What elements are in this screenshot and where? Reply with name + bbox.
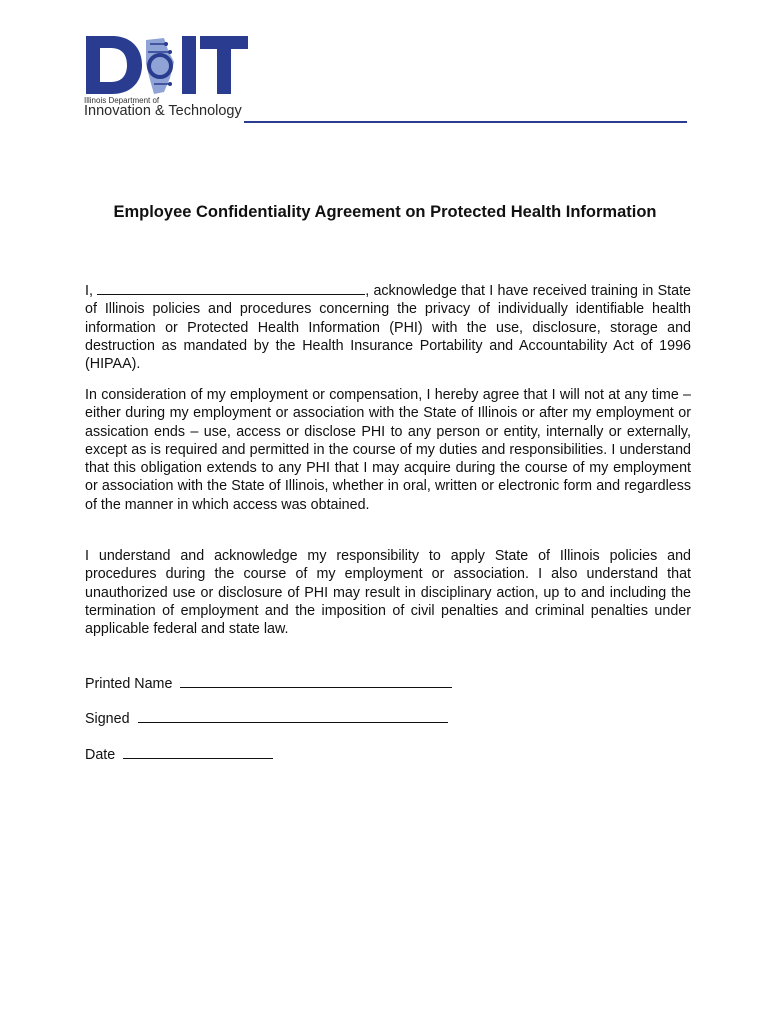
printed-name-field[interactable] (180, 674, 452, 688)
paragraph-text: , acknowledge that I have received training in State of Illinois policies and procedures concerning the privacy of individually identifiable health information or Protected Health Information (PHI) with the use, disclosure, storage and destruction as mandated by the Health Insurance Portability and Accountability Act of 1996 (HIPAA). (85, 283, 691, 373)
paragraph-prefix: I, (85, 283, 93, 299)
logo-subtitle: Innovation & Technology (84, 103, 242, 119)
header-divider (244, 121, 687, 123)
printed-name-label: Printed Name (85, 676, 173, 692)
signature-field[interactable] (138, 709, 448, 723)
ilodit-logo (84, 34, 254, 120)
paragraph-acknowledgement (85, 281, 691, 373)
document-title: Employee Confidentiality Agreement on Protected Health Information (113, 203, 657, 221)
signed-row (85, 709, 448, 727)
date-field[interactable] (123, 745, 273, 759)
printed-name-row (85, 674, 452, 692)
circuit-icon (146, 38, 174, 94)
date-label: Date (85, 747, 116, 763)
signed-label: Signed (85, 711, 130, 727)
paragraph-consideration: In consideration of my employment or compensation, I hereby agree that I will not at any time – either during my employment or association with the State of Illinois or after my employment or assication ends – use, access or disclose PHI to any person or entity, internally or externally, except as is required and permitted in the course of my duties and responsibilities. I understand that this obligation extends to any PHI that I may acquire during the course of my employment or association with the State of Illinois, whether in oral, written or electronic form and regardless of the manner in which access was obtained. (85, 387, 691, 513)
logo-subtitle-small: Illinois Department of (84, 96, 160, 105)
date-row (85, 745, 273, 763)
paragraph-responsibility: I understand and acknowledge my responsibility to apply State of Illinois policies and procedures during the course of my employment or association. I also understand that unauthorized use or disclosure of PHI may result in disciplinary action, up to and including the termination of employment and the imposition of civil penalties and criminal penalties under applicable federal and state law. (85, 548, 691, 638)
name-blank-field[interactable] (97, 281, 365, 295)
doit-logo-mark (84, 34, 254, 96)
